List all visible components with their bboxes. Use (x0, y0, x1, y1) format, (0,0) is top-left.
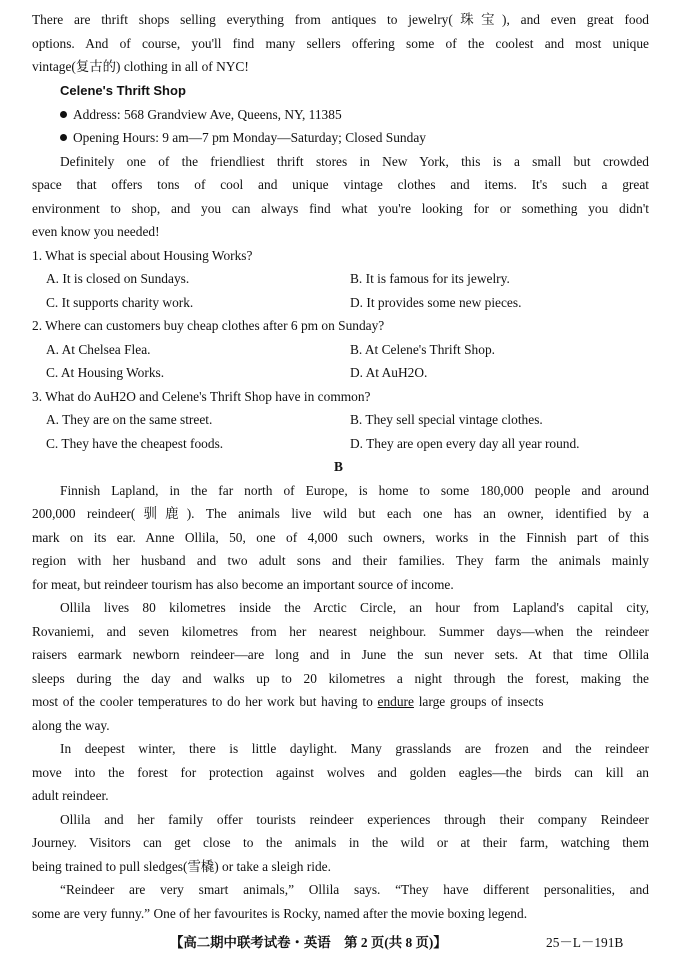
bullet-icon (60, 134, 67, 141)
paragraph-line: mark on its ear. Anne Ollila, 50, one of 4,000 such owners, works in the Finnish part of this (32, 530, 649, 545)
paragraph-line: for meat, but reindeer tourism has also become an important source of income. (32, 577, 454, 592)
paragraph-line: Finnish Lapland, in the far north of Europe, is home to some 180,000 people and around (60, 483, 649, 498)
paragraph-line: “Reindeer are very smart animals,” Ollila says. “They have different personalities, and (60, 882, 649, 897)
paragraph-line: sleeps during the day and walks up to 20 kilometres a night through the forest, making the (32, 671, 649, 686)
paragraph-line: Ollila and her family offer tourists reindeer experiences through their company Reindeer (60, 812, 649, 827)
shop-hours: Opening Hours: 9 am—7 pm Monday—Saturday; Closed Sunday (60, 130, 649, 146)
shop-description-line: even know you needed! (32, 224, 160, 239)
shop-address: Address: 568 Grandview Ave, Queens, NY, 11385 (60, 107, 649, 123)
paragraph-line: Ollila lives 80 kilometres inside the Arctic Circle, an hour from Lapland's capital city, (60, 600, 649, 615)
footer-exam-info: 【高二期中联考试卷・英语 第 2 页(共 8 页)】 (170, 935, 447, 950)
paragraph-line: Rovaniemi, and seven kilometres from her nearest neighbour. Summer days—when the reindeer (32, 624, 649, 639)
option-1d: D. It provides some new pieces. (350, 295, 522, 310)
option-3c: C. They have the cheapest foods. (46, 436, 224, 451)
shop-title: Celene's Thrift Shop (60, 83, 186, 98)
paragraph-line: raisers earmark newborn reindeer—are long and in June the sun never sets. At that time Ollila (32, 647, 649, 662)
paragraph-line: move into the forest for protection against wolves and golden eagles—the birds can kill an (32, 765, 649, 780)
paragraph-line: some are very funny.” One of her favourites is Rocky, named after the movie boxing legend. (32, 906, 528, 921)
paragraph-line: Journey. Visitors can get close to the animals in the wild or at their farm, watching them (32, 835, 649, 850)
paragraph-line: 200,000 reindeer(驯鹿). The animals live wild but each one has an owner, identified by a (32, 506, 649, 521)
option-3b: B. They sell special vintage clothes. (350, 412, 543, 427)
option-2d: D. At AuH2O. (350, 365, 428, 380)
underlined-word: endure (377, 694, 414, 709)
option-2b: B. At Celene's Thrift Shop. (350, 342, 495, 357)
paragraph-line: most of the cooler temperatures to do her work but having to endure large groups of insects (32, 694, 544, 709)
option-3d: D. They are open every day all year round. (350, 436, 580, 451)
option-1a: A. It is closed on Sundays. (46, 271, 190, 286)
bullet-icon (60, 111, 67, 118)
question-1: 1. What is special about Housing Works? (32, 248, 253, 263)
paragraph-line: In deepest winter, there is little daylight. Many grasslands are frozen and the reindeer (60, 741, 649, 756)
option-1c: C. It supports charity work. (46, 295, 194, 310)
footer-code: 25－L－191B (546, 935, 624, 950)
shop-description-line: environment to shop, and you can always find what you're looking for or something you didn't (32, 201, 649, 216)
question-3: 3. What do AuH2O and Celene's Thrift Shop have in common? (32, 389, 371, 404)
paragraph-line: adult reindeer. (32, 788, 109, 803)
intro-line: options. And of course, you'll find many sellers offering some of the coolest and most unique (32, 36, 649, 51)
intro-line: vintage(复古的) clothing in all of NYC! (32, 59, 249, 74)
shop-description-line: space that offers tons of cool and unique vintage clothes and items. It's such a great (32, 177, 649, 192)
option-3a: A. They are on the same street. (46, 412, 213, 427)
paragraph-line: being trained to pull sledges(雪橇) or take a sleigh ride. (32, 859, 331, 874)
option-2a: A. At Chelsea Flea. (46, 342, 151, 357)
intro-line: There are thrift shops selling everything from antiques to jewelry(珠宝), and even great food (32, 12, 649, 27)
shop-description-line: Definitely one of the friendliest thrift stores in New York, this is a small but crowded (60, 154, 649, 169)
option-2c: C. At Housing Works. (46, 365, 165, 380)
option-1b: B. It is famous for its jewelry. (350, 271, 510, 286)
paragraph-line: region with her husband and two adult sons and their families. They farm the animals mainly (32, 553, 649, 568)
section-label: B (334, 459, 343, 474)
paragraph-line: along the way. (32, 718, 110, 733)
question-2: 2. Where can customers buy cheap clothes after 6 pm on Sunday? (32, 318, 385, 333)
